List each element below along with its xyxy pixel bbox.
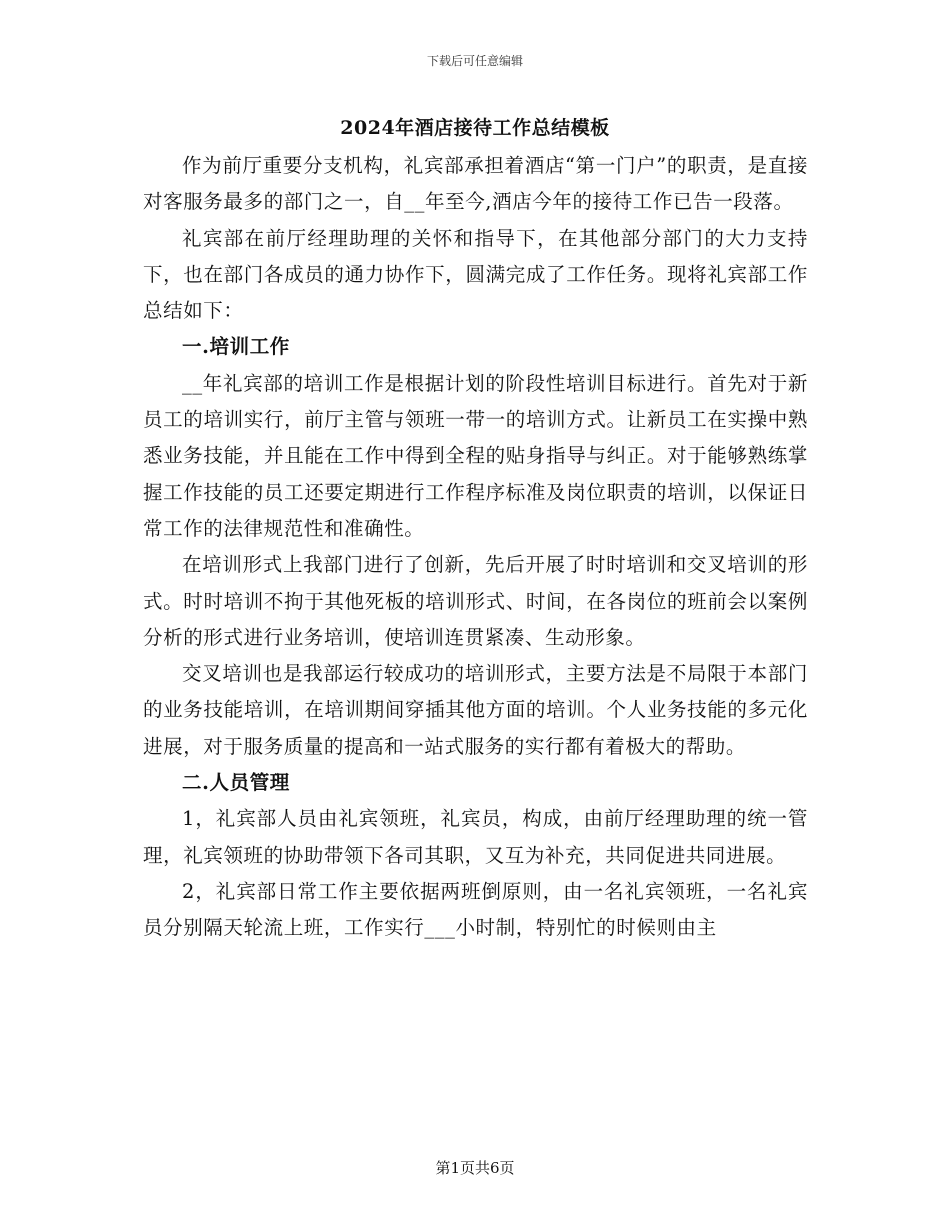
page-number-footer: 第1页共6页: [435, 1159, 515, 1177]
paragraph-shift-schedule: 2，礼宾部日常工作主要依据两班倒原则，由一名礼宾领班，一名礼宾员分别隔天轮流上班，工作实行___小时制，特别忙的时候则由主: [143, 879, 808, 940]
section-heading-staff-management: 二.人员管理: [182, 771, 290, 795]
paragraph-intro: 作为前厅重要分支机构，礼宾部承担着酒店“第一门户”的职责，是直接对客服务最多的部门之一，自__年至今,酒店今年的接待工作已告一段落。: [143, 154, 808, 214]
document-title: 2024年酒店接待工作总结模板: [340, 117, 610, 139]
paragraph-cross-training: 交叉培训也是我部运行较成功的培训形式，主要方法是不局限于本部门的业务技能培训，在培训期间穿插其他方面的培训。个人业务技能的多元化进展，对于服务质量的提高和一站式服务的实行都有着极大的帮助。: [143, 662, 808, 758]
paragraph-summary-lead: 礼宾部在前厅经理助理的关怀和指导下，在其他部分部门的大力支持下，也在部门各成员的通力协作下，圆满完成了工作任务。现将礼宾部工作总结如下：: [143, 226, 808, 323]
header-note: 下载后可任意编辑: [426, 54, 523, 68]
paragraph-training-plan: __年礼宾部的培训工作是根据计划的阶段性培训目标进行。首先对于新员工的培训实行，前厅主管与领班一带一的培训方式。让新员工在实操中熟悉业务技能，并且能在工作中得到全程的贴身指导与纠正。对于能够熟练掌握工作技能的员工还要定期进行工作程序标准及岗位职责的培训，以保证日常工作的法律规范性和准确性。: [143, 371, 808, 540]
document-body: [143, 148, 808, 947]
paragraph-training-forms: 在培训形式上我部门进行了创新，先后开展了时时培训和交叉培训的形式。时时培训不拘于其他死板的培训形式、时间，在各岗位的班前会以案例分析的形式进行业务培训，使培训连贯紧凑、生动形象。: [143, 553, 808, 649]
paragraph-staff-structure: 1，礼宾部人员由礼宾领班，礼宾员，构成，由前厅经理助理的统一管理，礼宾领班的协助带领下各司其职，又互为补充，共同促进共同进展。: [143, 807, 808, 867]
section-heading-training: 一.培训工作: [182, 335, 290, 359]
